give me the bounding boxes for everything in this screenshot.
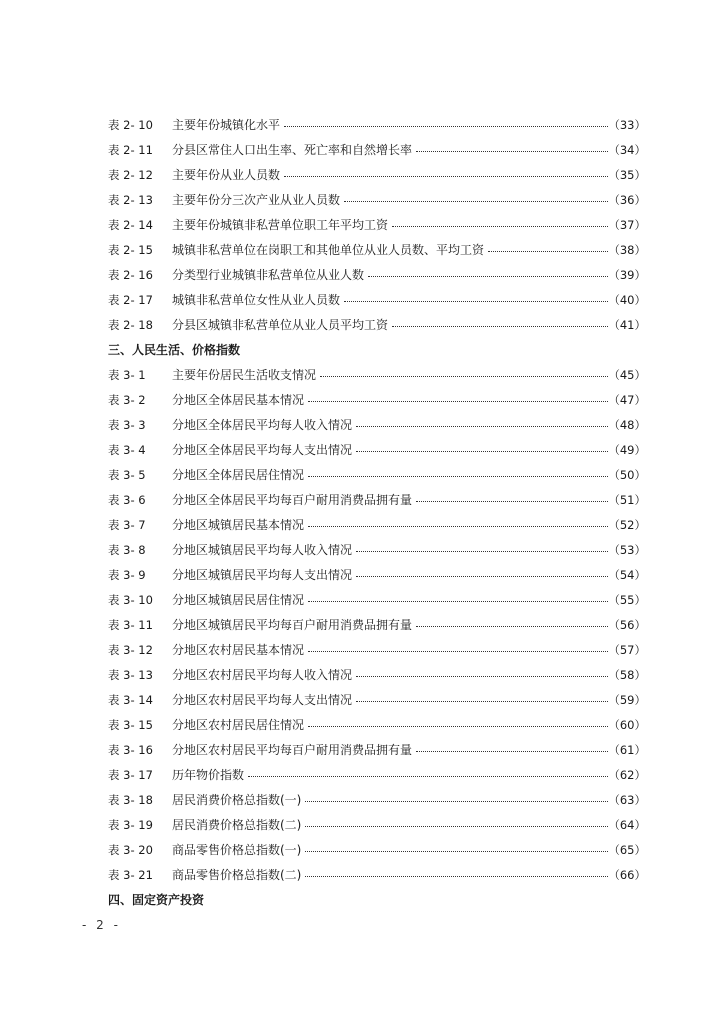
toc-entry[interactable] xyxy=(108,463,646,488)
page-ref: （50） xyxy=(608,468,646,482)
page-ref: （34） xyxy=(608,143,646,157)
dot-leader xyxy=(356,563,608,588)
page-ref: （37） xyxy=(608,218,646,232)
table-number: 表 2- 14 xyxy=(108,218,153,232)
dot-leader xyxy=(305,813,608,838)
entry-title: 城镇非私营单位女性从业人员数 xyxy=(172,293,341,307)
page-ref: （53） xyxy=(608,543,646,557)
toc-entry[interactable] xyxy=(108,438,646,463)
dot-leader xyxy=(248,763,608,788)
dot-leader xyxy=(284,113,608,138)
toc-entry[interactable] xyxy=(108,113,646,138)
table-number: 表 3- 20 xyxy=(108,843,153,857)
entry-title: 分地区全体居民平均每百户耐用消费品拥有量 xyxy=(172,493,413,507)
entry-title: 主要年份居民生活收支情况 xyxy=(172,368,317,382)
table-number: 表 2- 18 xyxy=(108,318,153,332)
page-ref: （60） xyxy=(608,718,646,732)
dot-leader xyxy=(416,488,608,513)
page-ref: （33） xyxy=(608,118,646,132)
entry-title: 分地区城镇居民基本情况 xyxy=(172,518,305,532)
toc-entry[interactable] xyxy=(108,288,646,313)
dot-leader xyxy=(356,663,608,688)
page-ref: （52） xyxy=(608,518,646,532)
section-heading-fixed-investment: 四、固定资产投资 xyxy=(108,893,205,907)
toc-entry[interactable] xyxy=(108,763,646,788)
page-number: - 2 - xyxy=(82,918,121,932)
page-ref: （63） xyxy=(608,793,646,807)
toc-entry[interactable] xyxy=(108,563,646,588)
dot-leader xyxy=(416,613,608,638)
table-of-contents xyxy=(108,113,646,913)
entry-title: 分地区农村居民居住情况 xyxy=(172,718,305,732)
toc-entry[interactable] xyxy=(108,813,646,838)
page-ref: （41） xyxy=(608,318,646,332)
entry-title: 主要年份城镇非私营单位职工年平均工资 xyxy=(172,218,389,232)
toc-entry[interactable] xyxy=(108,863,646,888)
entry-title: 主要年份分三次产业从业人员数 xyxy=(172,193,341,207)
entry-title: 分地区农村居民平均每百户耐用消费品拥有量 xyxy=(172,743,413,757)
dot-leader xyxy=(305,788,608,813)
table-number: 表 3- 8 xyxy=(108,543,146,557)
dot-leader xyxy=(392,313,608,338)
page-ref: （35） xyxy=(608,168,646,182)
entry-title: 分地区农村居民平均每人支出情况 xyxy=(172,693,353,707)
table-number: 表 3- 1 xyxy=(108,368,146,382)
entry-title: 城镇非私营单位在岗职工和其他单位从业人员数、平均工资 xyxy=(172,243,485,257)
entry-title: 分地区城镇居民居住情况 xyxy=(172,593,305,607)
page-ref: （48） xyxy=(608,418,646,432)
entry-title: 分地区全体居民平均每人支出情况 xyxy=(172,443,353,457)
table-number: 表 3- 5 xyxy=(108,468,146,482)
entry-title: 主要年份城镇化水平 xyxy=(172,118,281,132)
table-number: 表 2- 15 xyxy=(108,243,153,257)
toc-entry[interactable] xyxy=(108,188,646,213)
toc-entry[interactable] xyxy=(108,138,646,163)
page-ref: （55） xyxy=(608,593,646,607)
entry-title: 分地区城镇居民平均每人支出情况 xyxy=(172,568,353,582)
page-ref: （58） xyxy=(608,668,646,682)
dot-leader xyxy=(368,263,608,288)
toc-entry[interactable] xyxy=(108,613,646,638)
dot-leader xyxy=(392,213,608,238)
table-number: 表 3- 18 xyxy=(108,793,153,807)
page-ref: （65） xyxy=(608,843,646,857)
entry-title: 分县区城镇非私营单位从业人员平均工资 xyxy=(172,318,389,332)
entry-title: 分类型行业城镇非私营单位从业人数 xyxy=(172,268,365,282)
entry-title: 分地区农村居民平均每人收入情况 xyxy=(172,668,353,682)
dot-leader xyxy=(356,538,608,563)
table-number: 表 3- 10 xyxy=(108,593,153,607)
dot-leader xyxy=(308,588,608,613)
toc-entry[interactable] xyxy=(108,488,646,513)
entry-title: 分地区全体居民居住情况 xyxy=(172,468,305,482)
page-ref: （54） xyxy=(608,568,646,582)
toc-entry[interactable] xyxy=(108,513,646,538)
page-ref: （57） xyxy=(608,643,646,657)
entry-title: 居民消费价格总指数(二) xyxy=(172,818,302,832)
page-ref: （49） xyxy=(608,443,646,457)
table-number: 表 2- 13 xyxy=(108,193,153,207)
dot-leader xyxy=(320,363,608,388)
page-ref: （62） xyxy=(608,768,646,782)
table-number: 表 3- 2 xyxy=(108,393,146,407)
toc-entry[interactable] xyxy=(108,213,646,238)
entry-title: 分地区全体居民平均每人收入情况 xyxy=(172,418,353,432)
dot-leader xyxy=(344,188,608,213)
dot-leader xyxy=(344,288,608,313)
entry-title: 分地区城镇居民平均每百户耐用消费品拥有量 xyxy=(172,618,413,632)
dot-leader xyxy=(308,388,608,413)
toc-group-population-employment xyxy=(108,113,646,338)
table-number: 表 3- 12 xyxy=(108,643,153,657)
toc-entry[interactable] xyxy=(108,388,646,413)
table-number: 表 2- 12 xyxy=(108,168,153,182)
toc-entry[interactable] xyxy=(108,163,646,188)
toc-entry[interactable] xyxy=(108,713,646,738)
dot-leader xyxy=(308,513,608,538)
toc-entry[interactable] xyxy=(108,838,646,863)
toc-group-living-prices xyxy=(108,363,646,888)
entry-title: 商品零售价格总指数(一) xyxy=(172,843,302,857)
page-ref: （64） xyxy=(608,818,646,832)
entry-title: 分地区农村居民基本情况 xyxy=(172,643,305,657)
toc-entry[interactable] xyxy=(108,313,646,338)
page-ref: （61） xyxy=(608,743,646,757)
table-number: 表 3- 6 xyxy=(108,493,146,507)
section-heading-living-prices: 三、人民生活、价格指数 xyxy=(108,343,241,357)
toc-entry[interactable] xyxy=(108,738,646,763)
dot-leader xyxy=(356,438,608,463)
table-number: 表 2- 10 xyxy=(108,118,153,132)
dot-leader xyxy=(356,688,608,713)
entry-title: 居民消费价格总指数(一) xyxy=(172,793,302,807)
page-ref: （36） xyxy=(608,193,646,207)
dot-leader xyxy=(356,413,608,438)
page-ref: （66） xyxy=(608,868,646,882)
toc-entry[interactable] xyxy=(108,263,646,288)
toc-entry[interactable] xyxy=(108,413,646,438)
dot-leader xyxy=(308,713,608,738)
entry-title: 主要年份从业人员数 xyxy=(172,168,281,182)
page-ref: （56） xyxy=(608,618,646,632)
table-number: 表 3- 14 xyxy=(108,693,153,707)
dot-leader xyxy=(308,463,608,488)
toc-entry[interactable] xyxy=(108,638,646,663)
dot-leader xyxy=(308,638,608,663)
table-number: 表 3- 19 xyxy=(108,818,153,832)
dot-leader xyxy=(416,138,608,163)
page-ref: （40） xyxy=(608,293,646,307)
table-number: 表 3- 21 xyxy=(108,868,153,882)
page-ref: （59） xyxy=(608,693,646,707)
table-number: 表 3- 11 xyxy=(108,618,153,632)
entry-title: 分地区城镇居民平均每人收入情况 xyxy=(172,543,353,557)
dot-leader xyxy=(305,863,608,888)
page-ref: （51） xyxy=(608,493,646,507)
table-number: 表 3- 9 xyxy=(108,568,146,582)
toc-entry[interactable] xyxy=(108,238,646,263)
dot-leader xyxy=(416,738,608,763)
entry-title: 商品零售价格总指数(二) xyxy=(172,868,302,882)
toc-entry[interactable] xyxy=(108,363,646,388)
page-ref: （47） xyxy=(608,393,646,407)
toc-entry[interactable] xyxy=(108,788,646,813)
table-number: 表 3- 17 xyxy=(108,768,153,782)
table-number: 表 2- 11 xyxy=(108,143,153,157)
toc-entry[interactable] xyxy=(108,663,646,688)
table-number: 表 2- 17 xyxy=(108,293,153,307)
entry-title: 分县区常住人口出生率、死亡率和自然增长率 xyxy=(172,143,413,157)
page-ref: （39） xyxy=(608,268,646,282)
table-number: 表 3- 15 xyxy=(108,718,153,732)
dot-leader xyxy=(488,238,608,263)
page-ref: （45） xyxy=(608,368,646,382)
table-number: 表 3- 4 xyxy=(108,443,146,457)
table-number: 表 3- 13 xyxy=(108,668,153,682)
entry-title: 历年物价指数 xyxy=(172,768,245,782)
table-number: 表 3- 16 xyxy=(108,743,153,757)
toc-entry[interactable] xyxy=(108,688,646,713)
toc-entry[interactable] xyxy=(108,588,646,613)
toc-entry[interactable] xyxy=(108,538,646,563)
table-number: 表 2- 16 xyxy=(108,268,153,282)
page-ref: （38） xyxy=(608,243,646,257)
table-number: 表 3- 3 xyxy=(108,418,146,432)
dot-leader xyxy=(284,163,608,188)
entry-title: 分地区全体居民基本情况 xyxy=(172,393,305,407)
table-number: 表 3- 7 xyxy=(108,518,146,532)
dot-leader xyxy=(305,838,608,863)
